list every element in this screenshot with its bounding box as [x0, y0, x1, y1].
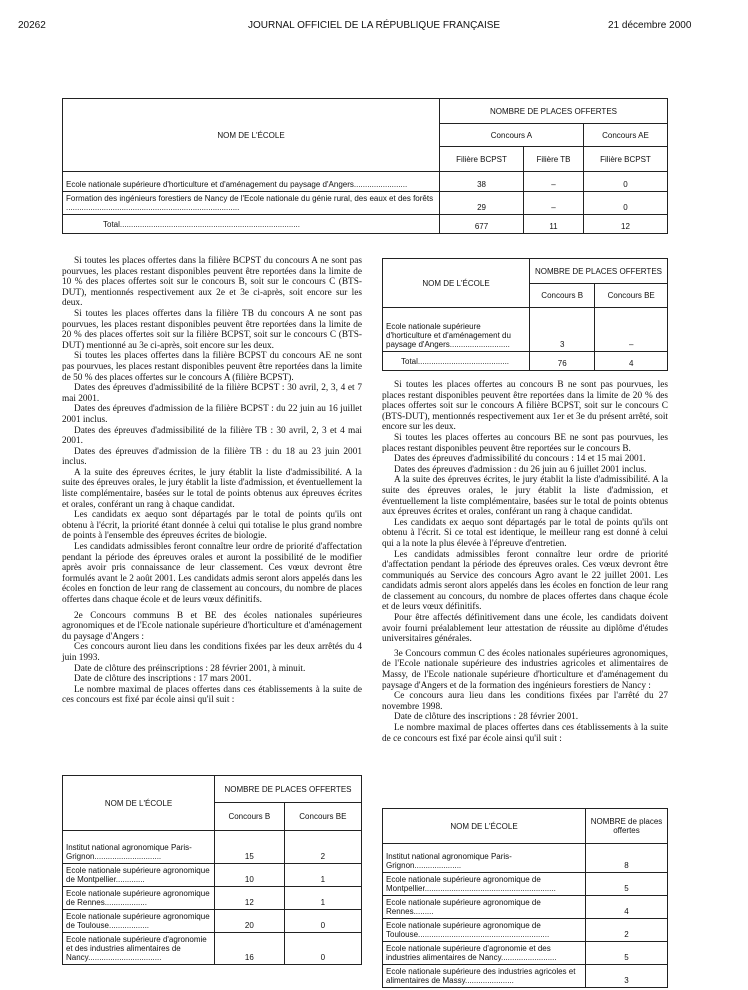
col-header-filiere-tb: Filière TB [524, 147, 584, 172]
table-row: Ecole nationale supérieure d'agronomie et des industries alimentaires de Nancy................................. 16 0 [63, 933, 362, 965]
col-header-concours-a: Concours A [440, 124, 584, 147]
col-header-name: NOM DE L'ÉCOLE [63, 776, 215, 831]
col-header-concours-be: Concours BE [284, 803, 361, 831]
col-header-group: NOMBRE DE PLACES OFFERTES [530, 259, 668, 284]
col-header-concours-be: Concours BE [595, 284, 668, 308]
col-header-concours-b: Concours B [530, 284, 595, 308]
table-concours-c [382, 808, 668, 988]
col-header-group: NOMBRE DE PLACES OFFERTES [440, 99, 668, 124]
table-row: Ecole nationale supérieure agronomique de Rennes......... 4 [383, 896, 668, 919]
table-row: Ecole nationale supérieure d'horticulture et d'aménagement du paysage d'Angers........................... 3 – [383, 308, 668, 352]
col-header-name: NOM DE L'ÉCOLE [383, 809, 586, 844]
right-column-text: Si toutes les places offertes au concours B ne sont pas pourvues, les places restant disponibles peuvent être reportées dans la limite de 20 % des places offertes soit sur le concours A filière BCPST, soit sur le concours C (BTS-DUT), mentionnés respectivement aux 1er et 3e du présent arrêté, soit encore sur les deux. Si toutes les places offertes au concours BE ne sont pas pourvues, les places restant disponibles peuvent être reportées sur le concours B. Dates des épreuves d'admissibilité du concours : 14 et 15 mai 2001. Dates des épreuves d'admission : du 26 juin au 6 juillet 2001 inclus. A la suite des épreuves écrites, le jury établit la liste d'admissibilité. A la suite des épreuves orales, le jury établit la liste d'admission, et éventuellement la liste complémentaire, basées sur le total de points obtenus aux épreuves écrites et orales, conférant un rang à chaque candidat. Les candidats ex aequo sont départagés par le total de points qu'ils ont obtenu à l'écrit. Si ce total est identique, le meilleur rang est donné à celui qui a la note la plus élevée à l'épreuve d'entretien. Les candidats admissibles feront connaître leur ordre de priorité d'affectation pendant la période des épreuves orales. Ces vœux devront être communiqués au Service des concours Agro avant le 22 juillet 2001. Les candidats admis seront alors appelés dans les écoles en fonction de leur rang de classement au concours, du nombre de places offertes dans chaque école et de leurs vœux définitifs. Pour être affectés définitivement dans une école, les candidats doivent avoir fourni préalablement leur attestation de réussite au diplôme d'études universitaires générales. 3e Concours commun C des écoles nationales supérieures agronomiques, de l'Ecole nationale supérieure des industries agricoles et alimentaires de Massy, de l'Ecole nationale supérieure d'horticulture et d'aménagement du paysage d'Angers et de la formation des ingénieurs forestiers de Nancy : Ce concours aura lieu dans les conditions fixées par l'arrêté du 27 novembre 1998. Date de clôture des inscriptions : 28 février 2001. Le nombre maximal de places offertes dans ces établissements à la suite de ce concours est fixé par école ainsi qu'il suit : [382, 380, 668, 744]
table-concours-b-right [382, 258, 668, 371]
col-header-name: NOM DE L'ÉCOLE [63, 99, 440, 172]
table-concours-b-left [62, 775, 362, 965]
table-row: Ecole nationale supérieure agronomique de Toulouse.................. 20 0 [63, 910, 362, 933]
table-row: Ecole nationale supérieure agronomique de Montpellier........................................................... 5 [383, 873, 668, 896]
table-row: Ecole nationale supérieure d'horticulture et d'aménagement du paysage d'Angers........................ 38 – 0 [63, 172, 668, 192]
left-column-text: Si toutes les places offertes dans la filière BCPST du concours A ne sont pas pourvues, les places restant disponibles peuvent être reportées dans la limite de 10 % des places offertes soit sur le concours B, soit sur le concours C (BTS-DUT), mentionnés respectivement aux 2e et 3e ci-après, soit encore sur les deux. Si toutes les places offertes dans la filière TB du concours A ne sont pas pourvues, les places restant disponibles peuvent être reportées dans la limite de 20 % des places offertes soit sur la filière BCPST, soit sur le concours C (BTS-DUT) mentionné au 3e ci-après, soit encore sur les deux. Si toutes les places offertes dans la filière BCPST du concours AE ne sont pas pourvues, les places restant disponibles peuvent être reportées dans la limite de 50 % des places offertes sur le concours A (filière BCPST). Dates des épreuves d'admissibilité de la filière BCPST : 30 avril, 2, 3, 4 et 7 mai 2001. Dates des épreuves d'admission de la filière BCPST : du 22 juin au 16 juillet 2001 inclus. Dates des épreuves d'admissibilité de la filière TB : 30 avril, 2, 3 et 4 mai 2001. Dates des épreuves d'admission de la filière TB : du 18 au 23 juin 2001 inclus. A la suite des épreuves écrites, le jury établit la liste d'admissibilité. A la suite des épreuves orales, le jury établit la liste d'admission, et éventuellement la liste complémentaire, basées sur le total de points obtenus aux épreuves écrites et orales, conférant un rang à chaque candidat. Les candidats ex aequo sont départagés par le total de points qu'ils ont obtenu à l'écrit, la priorité étant donnée à celui qui totalise le plus grand nombre de points à l'ensemble des épreuves écrites de biologie. Les candidats admissibles feront connaître leur ordre de priorité d'affectation pendant la période des épreuves orales et auront la possibilité de le modifier après avoir pris connaissance de leur classement. Ces vœux devront être formulés avant le 2 août 2001. Les candidats admis seront alors appelés dans les écoles en fonction de leur rang de classement au concours, du nombre de places offertes dans chaque école et de leurs vœux définitifs. 2e Concours communs B et BE des écoles nationales supérieures agronomiques et de l'Ecole nationale supérieure d'horticulture et d'aménagement du paysage d'Angers : Ces concours auront lieu dans les conditions fixées par les deux arrêtés du 4 juin 1993. Date de clôture des préinscriptions : 28 février 2001, à minuit. Date de clôture des inscriptions : 17 mars 2001. Le nombre maximal de places offertes dans ces établissements à la suite de ces concours est fixé par école ainsi qu'il suit : [62, 256, 362, 706]
table-row: Ecole nationale supérieure agronomique de Montpellier............. 10 1 [63, 864, 362, 887]
table-row: Institut national agronomique Paris-Grignon..................... 8 [383, 844, 668, 873]
col-header-name: NOM DE L'ÉCOLE [383, 259, 530, 308]
table-row: Ecole nationale supérieure agronomique de Rennes................... 12 1 [63, 887, 362, 910]
table-row: Institut national agronomique Paris-Grignon.............................. 15 2 [63, 831, 362, 864]
table-row: Formation des ingénieurs forestiers de Nancy de l'Ecole nationale du génie rural, des eaux et des forêts .............................................................................. 29 – 0 [63, 192, 668, 215]
col-header-nombre: NOMBRE de places offertes [586, 809, 668, 844]
col-header-concours-ae: Concours AE [583, 124, 667, 147]
page-number: 20262 [18, 20, 46, 31]
table-row: Ecole nationale supérieure d'agronomie et des industries alimentaires de Nancy......................... 5 [383, 942, 668, 965]
col-header-group: NOMBRE DE PLACES OFFERTES [215, 776, 362, 803]
table-row: Ecole nationale supérieure agronomique de Toulouse........................................................... 2 [383, 919, 668, 942]
table-row-total: Total................................................................................. 677 11 12 [63, 215, 668, 234]
col-header-concours-b: Concours B [215, 803, 285, 831]
table-row-total: Total......................................... 76 4 [383, 352, 668, 371]
journal-title: JOURNAL OFFICIEL DE LA RÉPUBLIQUE FRANÇAISE [248, 20, 501, 31]
col-header-filiere-bcpst-ae: Filière BCPST [583, 147, 667, 172]
col-header-filiere-bcpst: Filière BCPST [440, 147, 524, 172]
issue-date: 21 décembre 2000 [608, 20, 692, 31]
table-concours-a [62, 98, 668, 234]
table-row: Ecole nationale supérieure des industries agricoles et alimentaires de Massy...................... 3 [383, 965, 668, 988]
